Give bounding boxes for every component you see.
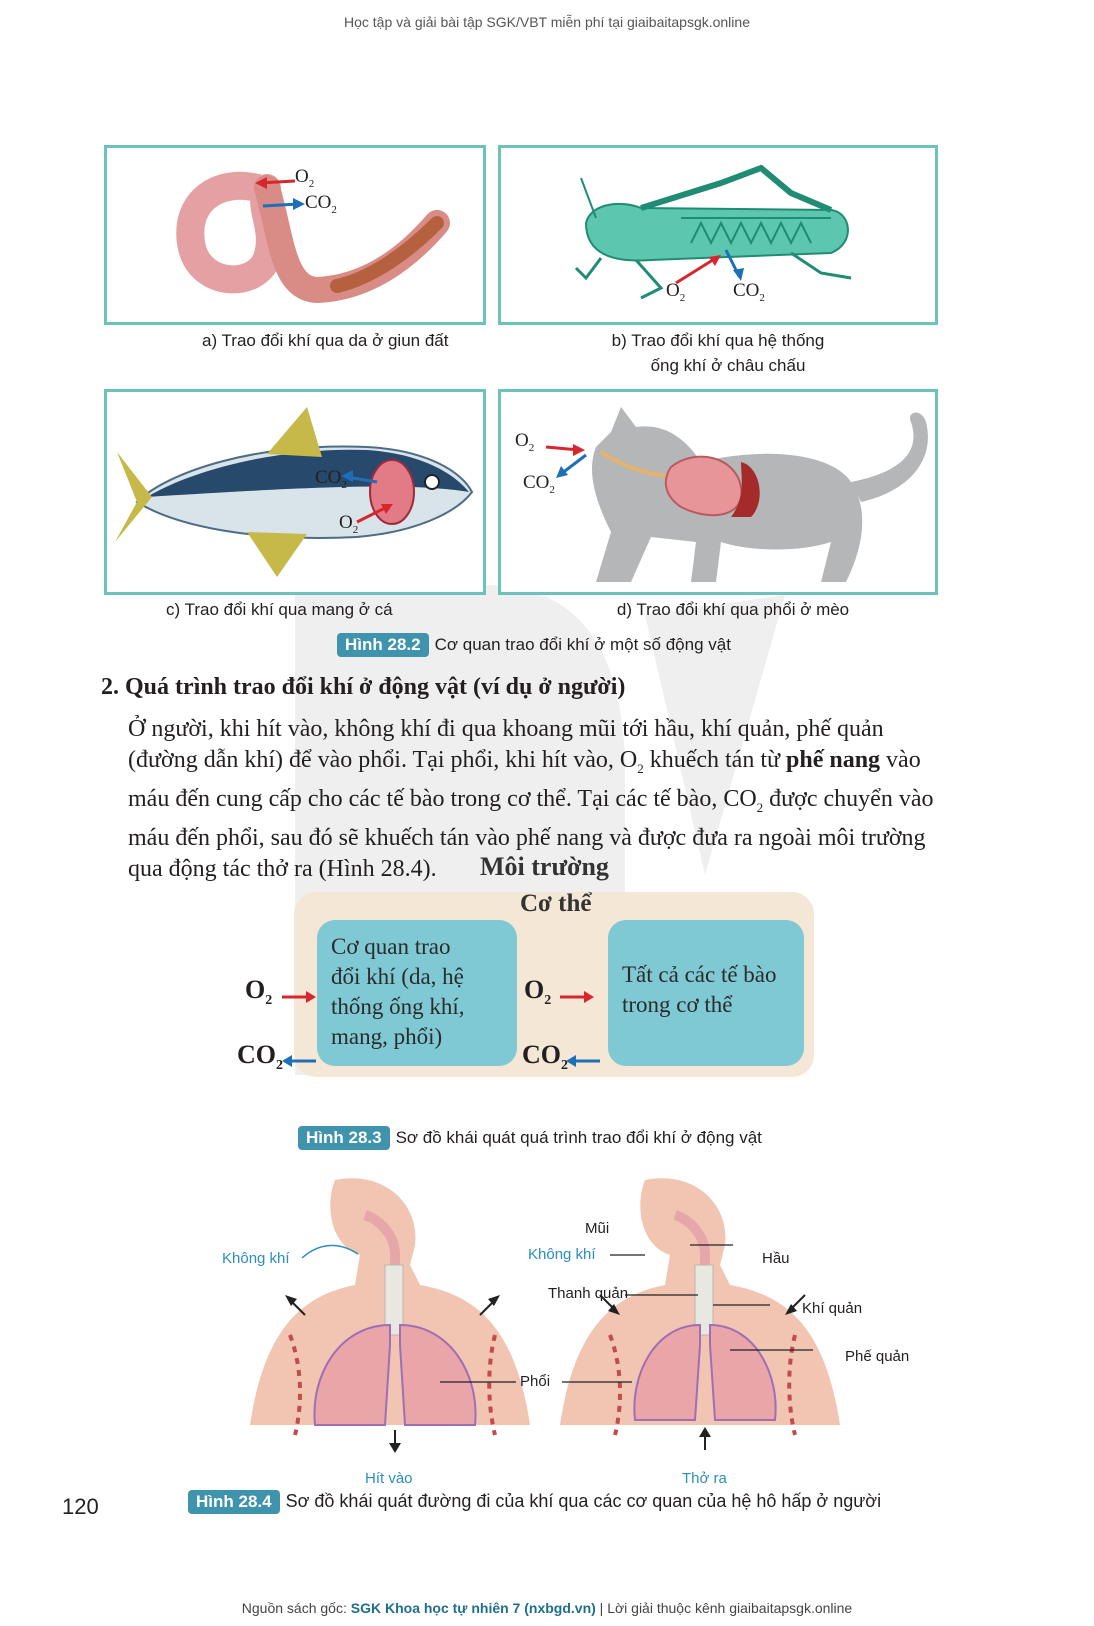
paragraph-line: qua động tác thở ra (Hình 28.4). <box>128 855 437 882</box>
o2-label: $O_2$ <box>339 512 359 536</box>
label-nose: Mũi <box>585 1220 610 1237</box>
page-footer: Nguồn sách gốc: SGK Khoa học tự nhiên 7 (nxbgd.vn) | Lời giải thuộc kênh giaibaitapsgk.online <box>241 1600 853 1616</box>
figure-label: Hình 28.4 <box>188 1490 280 1514</box>
label-pharynx: Hầu <box>762 1250 790 1267</box>
panel-fish <box>104 389 486 595</box>
right-air-label: Không khí <box>528 1246 596 1263</box>
body-label: Cơ thể <box>520 890 592 917</box>
grasshopper-illustration <box>501 148 935 322</box>
gas-exchange-organ-box: Cơ quan trao đổi khí (da, hệ thống ống khí, mang, phổi) <box>317 920 517 1066</box>
label-bronchi: Phế quản <box>845 1348 910 1365</box>
o2-label: $O_2$ <box>666 280 686 304</box>
inhale-respiratory-illustration <box>245 1175 535 1455</box>
o2-label: $O_2$ <box>524 975 552 1009</box>
arrow-left-icon <box>282 1054 316 1068</box>
figure-title: Sơ đồ khái quát đường đi của khí qua các cơ quan của hệ hô hấp ở người <box>285 1491 882 1511</box>
leader-line <box>440 1380 520 1384</box>
label-larynx: Thanh quản <box>548 1285 629 1302</box>
panel-grasshopper <box>498 145 938 325</box>
co2-label: $CO_2$ <box>315 467 347 491</box>
figure-28-4-caption <box>188 1490 881 1514</box>
figure-title: Cơ quan trao đổi khí ở một số động vật <box>434 635 731 654</box>
panel-earthworm <box>104 145 486 325</box>
panel-cat <box>498 389 938 595</box>
leader-line <box>300 1240 360 1270</box>
caption-b-line1: b) Trao đổi khí qua hệ thống <box>611 331 825 350</box>
label-trachea: Khí quản <box>802 1300 863 1317</box>
page-number: 120 <box>62 1494 99 1519</box>
arrow-right-icon <box>560 990 594 1004</box>
caption-a: a) Trao đổi khí qua da ở giun đất <box>202 331 449 350</box>
paragraph-line: Ở người, khi hít vào, không khí đi qua khoang mũi tới hầu, khí quản, phế quản <box>128 716 884 742</box>
caption-c: c) Trao đổi khí qua mang ở cá <box>166 600 393 619</box>
co2-label: $CO_2$ <box>523 472 555 496</box>
body-cells-box: Tất cả các tế bào trong cơ thể <box>608 920 804 1066</box>
figure-label: Hình 28.3 <box>298 1126 390 1150</box>
page-header: Học tập và giải bài tập SGK/VBT miễn phí tại giaibaitapsgk.online <box>344 14 750 30</box>
label-lungs: Phổi <box>520 1373 551 1390</box>
o2-label: $O_2$ <box>295 166 315 190</box>
figure-28-3-caption <box>298 1126 762 1150</box>
tuna-illustration <box>107 392 483 592</box>
paragraph-line: máu đến cung cấp cho các tế bào trong cơ thể. Tại các tế bào, $CO_2$ được chuyển vào <box>128 785 934 815</box>
leader-line <box>562 1380 632 1384</box>
figure-label: Hình 28.2 <box>337 633 429 657</box>
co2-label: $CO_2$ <box>522 1040 568 1074</box>
co2-label: $CO_2$ <box>733 280 765 304</box>
environment-label: Môi trường <box>480 852 609 881</box>
o2-label: $O_2$ <box>515 430 535 454</box>
exhale-label: Thở ra <box>682 1470 727 1487</box>
caption-d: d) Trao đổi khí qua phổi ở mèo <box>616 600 850 619</box>
arrow-right-icon <box>282 990 316 1004</box>
co2-label: $CO_2$ <box>237 1040 283 1074</box>
cat-illustration <box>501 392 935 592</box>
caption-b-line2: ống khí ở châu chấu <box>650 356 806 375</box>
paragraph-line: (đường dẫn khí) để vào phổi. Tại phổi, khi hít vào, $O_2$ khuếch tán từ phế nang vào <box>128 747 921 776</box>
figure-title: Sơ đồ khái quát quá trình trao đổi khí ở động vật <box>395 1128 762 1147</box>
left-air-label: Không khí <box>222 1250 290 1267</box>
paragraph-line: máu đến phổi, sau đó sẽ khuếch tán vào phế nang và được đưa ra ngoài môi trường <box>128 824 926 851</box>
inhale-label: Hít vào <box>365 1470 413 1487</box>
figure-28-2-caption <box>337 633 731 657</box>
source-book-link[interactable]: SGK Khoa học tự nhiên 7 (nxbgd.vn) <box>350 1600 596 1616</box>
co2-label: $CO_2$ <box>305 192 337 216</box>
arrow-left-icon <box>566 1054 600 1068</box>
section-heading: 2. Quá trình trao đổi khí ở động vật (ví dụ ở người) <box>101 674 626 700</box>
o2-label: $O_2$ <box>245 975 273 1009</box>
